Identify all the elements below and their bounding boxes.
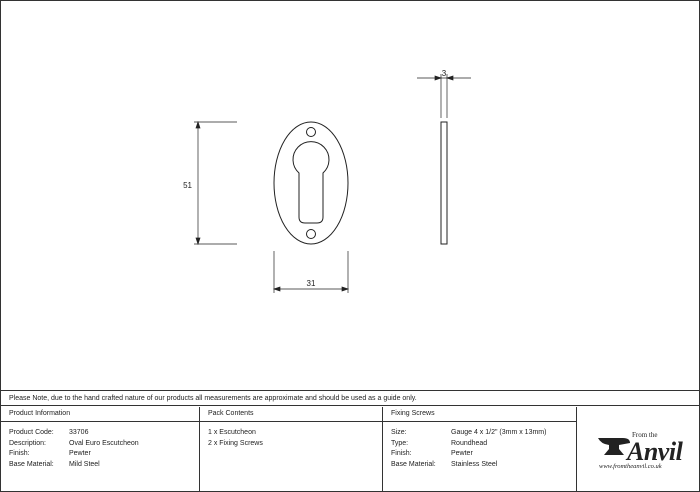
euro-keyhole-cutout: [293, 142, 329, 223]
height-dimension: [194, 122, 237, 244]
description-row: Description: Oval Euro Escutcheon: [9, 439, 139, 447]
thickness-dimension-label: 3: [441, 69, 447, 78]
product-information-header: Product Information: [1, 407, 199, 422]
screw-size-row: Size: Gauge 4 x 1/2" (3mm x 13mm): [391, 429, 547, 436]
lower-screw-hole: [307, 230, 316, 239]
upper-screw-hole: [307, 128, 316, 137]
pack-contents-header: Pack Contents: [200, 407, 382, 422]
width-dimension-label: 31: [306, 279, 316, 288]
pack-item: 2 x Fixing Screws: [208, 439, 263, 447]
fixing-screws-panel: [383, 407, 577, 491]
anvil-icon: [597, 435, 631, 459]
pack-item: 1 x Escutcheon: [208, 429, 256, 436]
escutcheon-side-view: [441, 122, 447, 244]
screw-base-material-row: Base Material: Stainless Steel: [391, 460, 498, 468]
escutcheon-outline: [274, 122, 348, 244]
anvil-logo: [577, 425, 699, 481]
screw-type-row: Type: Roundhead: [391, 439, 488, 447]
pack-contents-panel: [200, 407, 383, 491]
product-information-panel: [1, 407, 200, 491]
brand-panel: [577, 407, 699, 491]
screw-finish-row: Finish: Pewter: [391, 450, 473, 457]
logo-wordmark: Anvil: [627, 437, 683, 466]
escutcheon-front-view: [274, 122, 348, 244]
base-material-row: Base Material: Mild Steel: [9, 460, 100, 468]
measurement-note: Please Note, due to the hand crafted nature of our products all measurements are approximate and should be used as a guide only.: [1, 390, 699, 406]
finish-row: Finish: Pewter: [9, 450, 91, 457]
product-code-row: Product Code: 33706: [9, 429, 89, 436]
fixing-screws-header: Fixing Screws: [383, 407, 576, 422]
logo-url: www.fromtheanvil.co.uk: [599, 463, 662, 470]
technical-drawing: [1, 1, 699, 390]
thickness-dimension: [417, 74, 471, 118]
logo-from-the: From the: [632, 431, 658, 439]
height-dimension-label: 51: [183, 181, 192, 190]
